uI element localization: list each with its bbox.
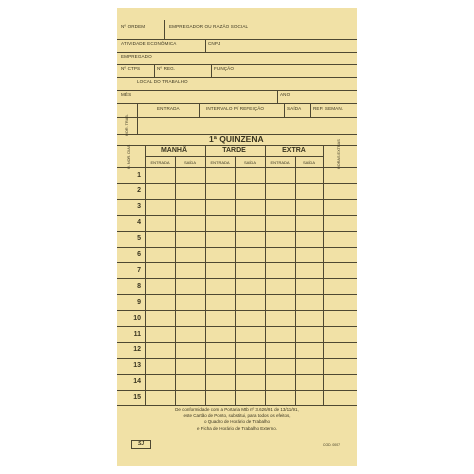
- header-divider: [277, 90, 278, 103]
- day-number: 1: [137, 171, 141, 179]
- row-line: [117, 215, 357, 216]
- day-number: 6: [137, 251, 141, 258]
- day-number: 3: [137, 203, 141, 211]
- day-number: 9: [137, 298, 141, 306]
- sub-entrada: ENTRADA: [270, 160, 290, 165]
- sub-saida: SAÍDA: [183, 160, 196, 165]
- time-card: [117, 8, 357, 466]
- sub-entrada: ENTRADA: [210, 160, 230, 165]
- table-divider: [145, 145, 146, 405]
- header-line: [117, 103, 357, 104]
- day-number: 11: [133, 330, 141, 338]
- day-number: 7: [137, 266, 141, 274]
- footer-line: e Ficha de Horário de Trabalho Externo.: [196, 425, 278, 431]
- sub-saida: SAÍDA: [302, 160, 315, 165]
- day-number: 12: [133, 346, 141, 354]
- header-divider: [310, 104, 311, 117]
- entrada-label: ENTRADA: [157, 106, 180, 111]
- row-line: [117, 310, 357, 311]
- row-line: [117, 183, 357, 184]
- sub-entrada: ENTRADA: [150, 160, 170, 165]
- row-line: [117, 326, 357, 327]
- shift-manha: MANHÃ: [160, 147, 188, 154]
- hor-trab-label: HOR. TRAB.: [125, 114, 129, 136]
- row-line: [117, 278, 357, 279]
- table-divider: [323, 145, 324, 405]
- header-line: [117, 52, 357, 53]
- row-line: [117, 247, 357, 248]
- header-line: [117, 64, 357, 65]
- title-underline: [117, 145, 357, 146]
- footer-text: [127, 407, 347, 432]
- day-number: 15: [133, 394, 141, 402]
- ctps-label: Nº CTPS: [121, 66, 141, 71]
- day-number: 8: [137, 282, 141, 290]
- day-number: 5: [137, 235, 141, 243]
- table-divider: [295, 157, 296, 405]
- header-divider: [199, 104, 200, 117]
- shift-tarde: TARDE: [222, 147, 246, 154]
- row-line: [117, 358, 357, 359]
- n-ordem-label: Nº ORDEM: [121, 24, 146, 29]
- table-divider: [175, 157, 176, 405]
- header-divider: [205, 39, 206, 52]
- row-line: [117, 231, 357, 232]
- header-divider: [137, 104, 138, 134]
- atividade-label: ATIVIDADE ECONÔMICA: [121, 41, 177, 46]
- header-line: [117, 39, 357, 40]
- reg-label: Nº REG.: [157, 66, 176, 71]
- row-line: [117, 167, 357, 168]
- mes-label: MÊS: [121, 92, 132, 97]
- product-code: COD. 0007: [323, 443, 340, 447]
- saida-label: SAÍDA: [287, 106, 302, 111]
- row-line: [117, 199, 357, 200]
- row-line: [117, 294, 357, 295]
- table-divider: [265, 145, 266, 405]
- day-number: 14: [133, 378, 141, 386]
- sub-saida: SAÍDA: [243, 160, 256, 165]
- table-divider: [205, 145, 206, 405]
- empregado-label: EMPREGADO: [121, 54, 152, 59]
- rep-seman-label: REP. SEMAN.: [313, 106, 344, 111]
- header-divider: [154, 64, 155, 77]
- local-label: LOCAL DO TRABALHO: [137, 79, 188, 84]
- header-line: [117, 77, 357, 78]
- footer-line: o Quadro de Horário de Trabalho: [203, 419, 271, 425]
- shift-extra: EXTRA: [282, 147, 306, 154]
- section-title: 1ª QUINZENA: [209, 134, 264, 144]
- footer-line: este Cartão de Ponto, substitui, para todos os efeitos,: [183, 413, 291, 419]
- funcao-label: FUNÇÃO: [214, 66, 234, 71]
- empregador-label: EMPREGADOR OU RAZÃO SOCIAL: [169, 24, 249, 29]
- table-divider: [235, 157, 236, 405]
- intervalo-label: INTERVALO P/ REFEIÇÃO: [206, 106, 265, 111]
- day-number: 13: [133, 362, 141, 370]
- row-line: [117, 374, 357, 375]
- row-line: [117, 262, 357, 263]
- header-line: [117, 117, 357, 118]
- footer-line: De conformidade com a Portaria Mtb nº 3.626/91 de 13/11/91,: [175, 407, 299, 412]
- day-number: 4: [137, 219, 141, 227]
- h-nor-dias-label: H. NOR. DIAS: [127, 144, 131, 169]
- day-number: 10: [133, 314, 141, 322]
- horas-extras-label: HORAS EXTRAS: [337, 139, 341, 169]
- header-divider: [164, 20, 165, 39]
- row-line: [117, 342, 357, 343]
- cnpj-label: CNPJ: [208, 41, 221, 46]
- header-divider: [211, 64, 212, 77]
- brand-logo: SJ: [131, 440, 151, 449]
- header-divider: [284, 104, 285, 117]
- day-number: 2: [137, 187, 141, 195]
- header-line: [117, 90, 357, 91]
- shift-underline: [145, 156, 323, 157]
- ano-label: ANO: [280, 92, 291, 97]
- row-line: [117, 390, 357, 391]
- table-bottom: [117, 405, 357, 406]
